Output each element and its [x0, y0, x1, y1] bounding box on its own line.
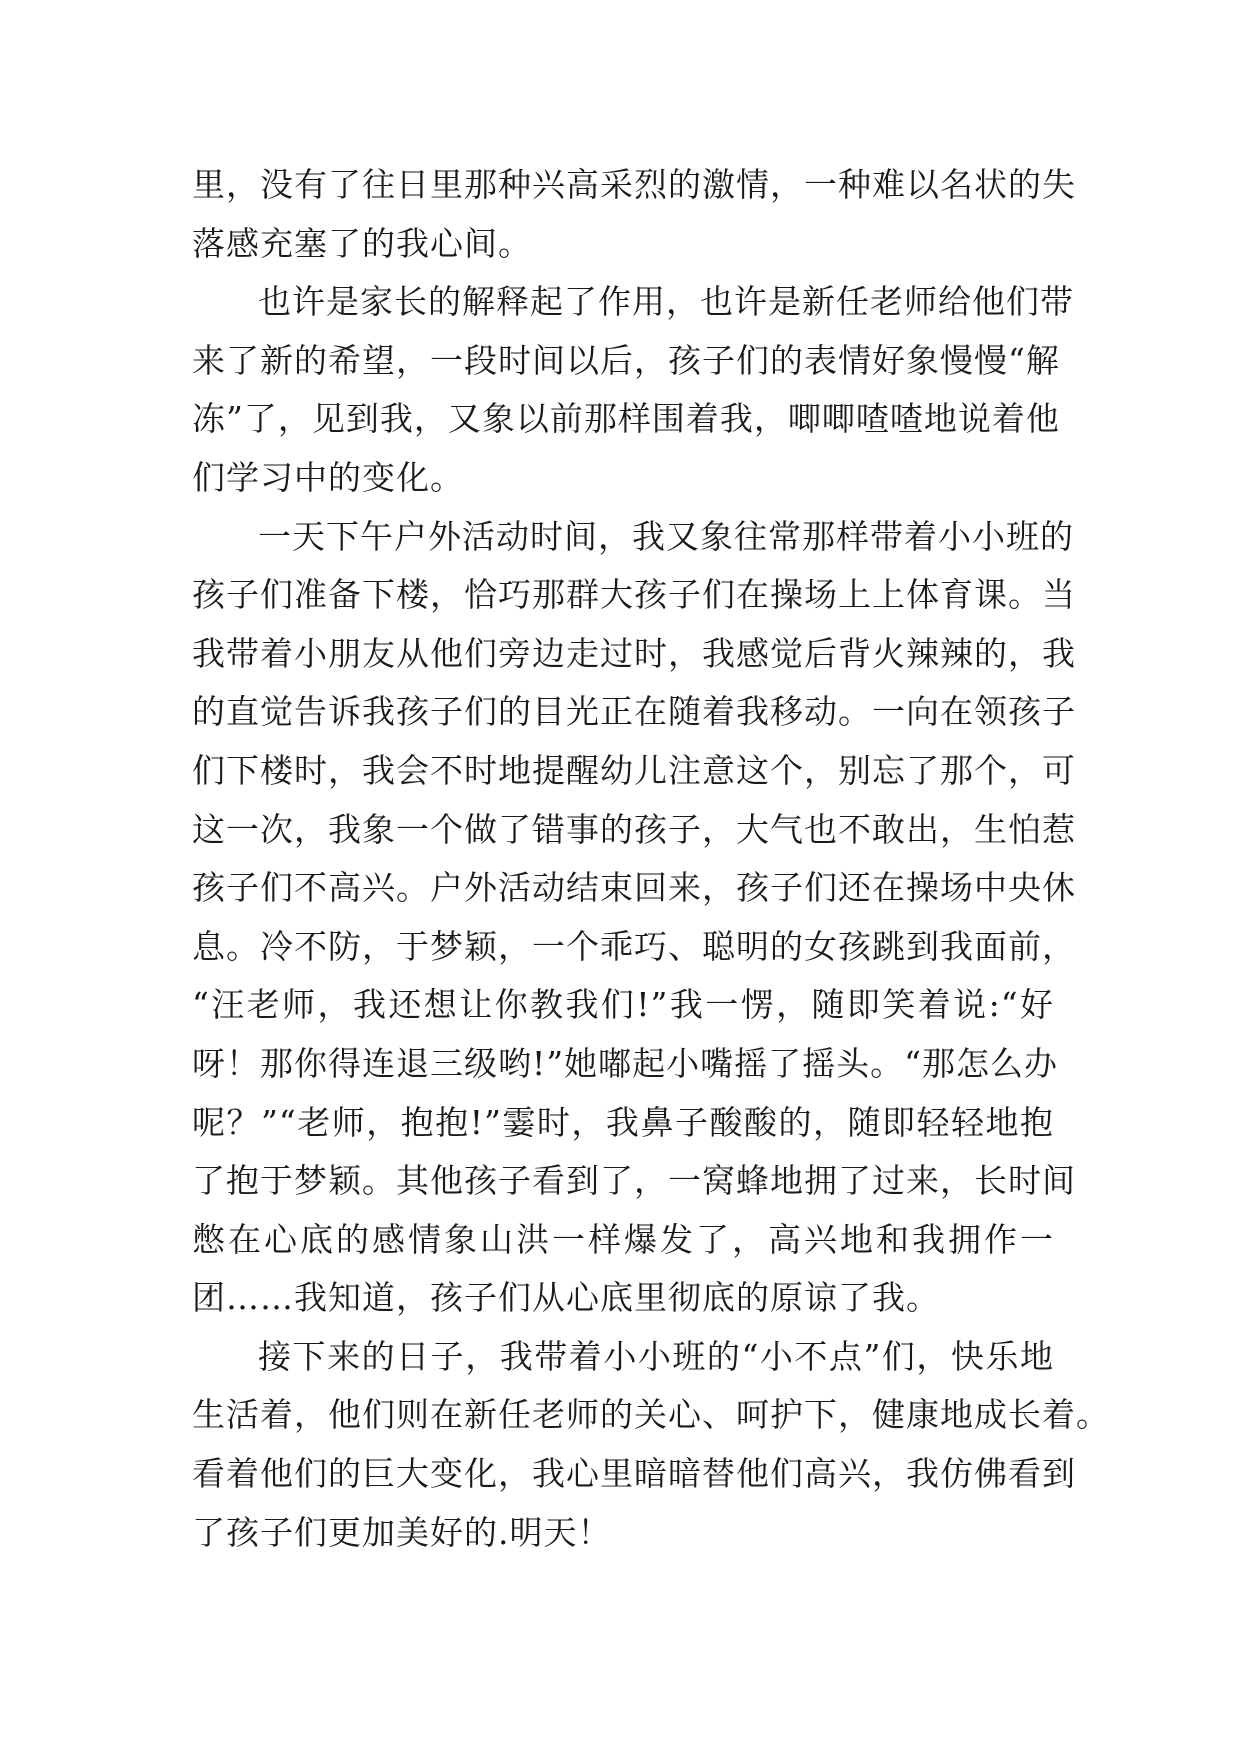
text-line-14: 息。冷不防，于梦颖，一个乖巧、聪明的女孩跳到我面前， — [192, 926, 1076, 966]
text-line-16: 呀！那你得连退三级哟!”她嘟起小嘴摇了摇头。“那怎么办 — [192, 1043, 1059, 1083]
text-line-11: 们下楼时，我会不时地提醒幼儿注意这个，别忘了那个，可 — [192, 750, 1076, 790]
text-line-5: 冻”了，见到我，又象以前那样围着我，唧唧喳喳地说着他 — [192, 399, 1060, 439]
text-line-12: 这一次，我象一个做了错事的孩子，大气也不敢出，生怕惹 — [192, 809, 1076, 849]
text-line-13: 孩子们不高兴。户外活动结束回来，孩子们还在操场中央休 — [192, 868, 1076, 908]
text-line-18: 了抱于梦颖。其他孩子看到了，一窝蜂地拥了过来，长时间 — [192, 1161, 1076, 1201]
text-line-1: 里，没有了往日里那种兴高采烈的激情，一种难以名状的失 — [192, 165, 1076, 204]
text-line-8: 孩子们准备下楼，恰巧那群大孩子们在操场上上体育课。当 — [192, 575, 1076, 615]
text-line-3: 也许是家长的解释起了作用，也许是新任老师给他们带 — [258, 282, 1074, 322]
text-line-10: 的直觉告诉我孩子们的目光正在随着我移动。一向在领孩子 — [192, 692, 1076, 732]
text-line-9: 我带着小朋友从他们旁边走过时，我感觉后背火辣辣的，我 — [192, 633, 1076, 673]
text-line-24: 了孩子们更加美好的.明天！ — [192, 1512, 612, 1552]
text-line-23: 看着他们的巨大变化，我心里暗暗替他们高兴，我仿佛看到 — [192, 1454, 1076, 1494]
text-line-7: 一天下午户外活动时间，我又象往常那样带着小小班的 — [258, 516, 1074, 556]
text-line-21: 接下来的日子，我带着小小班的“小不点”们，快乐地 — [258, 1336, 1054, 1376]
text-line-4: 来了新的希望，一段时间以后，孩子们的表情好象慢慢“解 — [192, 340, 1060, 380]
text-line-20: 团……我知道，孩子们从心底里彻底的原谅了我。 — [192, 1278, 940, 1318]
text-line-22: 生活着，他们则在新任老师的关心、呵护下，健康地成长着。 — [192, 1395, 1110, 1435]
text-line-6: 们学习中的变化。 — [192, 457, 464, 497]
document-body — [192, 156, 1110, 1562]
text-line-15: “汪老师，我还想让你教我们!”我一愣，随即笑着说:“好 — [192, 985, 1054, 1025]
text-line-19: 憋在心底的感情象山洪一样爆发了，高兴地和我拥作一 — [192, 1219, 1054, 1259]
text-line-17: 呢？”“老师，抱抱!”霎时，我鼻子酸酸的，随即轻轻地抱 — [192, 1102, 1054, 1142]
text-line-2: 落感充塞了的我心间。 — [192, 223, 532, 263]
